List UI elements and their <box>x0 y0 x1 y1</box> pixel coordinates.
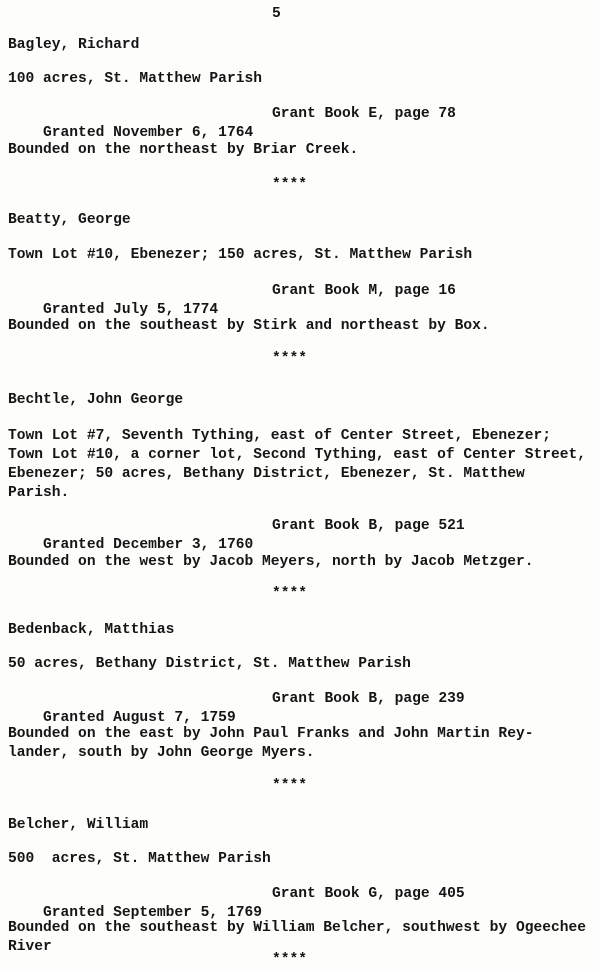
entry-2-name: Beatty, George <box>8 212 131 228</box>
entry-4-grant-book-ref: Grant Book B, page 239 <box>272 691 465 707</box>
entry-4-name: Bedenback, Matthias <box>8 622 175 638</box>
entry-2-bounded-line: Bounded on the southeast by Stirk and northeast by Box. <box>8 318 490 334</box>
entry-3-property-line: Town Lot #7, Seventh Tything, east of Center Street, Ebenezer; <box>8 428 551 444</box>
entry-5-bounded-line: River <box>8 939 52 955</box>
entry-2-grant-date: Granted July 5, 1774 <box>43 302 219 318</box>
entry-3-property-line: Town Lot #10, a corner lot, Second Tything, east of Center Street, <box>8 447 587 463</box>
entry-5-grant-book-ref: Grant Book G, page 405 <box>272 886 465 902</box>
entry-5-grant-date: Granted September 5, 1769 <box>43 905 262 921</box>
entry-5-bounded-line: Bounded on the southeast by William Belcher, southwest by Ogeechee <box>8 920 587 936</box>
entry-4-grant-date: Granted August 7, 1759 <box>43 710 236 726</box>
entry-3-bounded-line: Bounded on the west by Jacob Meyers, north by Jacob Metzger. <box>8 554 534 570</box>
entry-3-grant-date: Granted December 3, 1760 <box>43 537 254 553</box>
page-number: 5 <box>272 6 281 22</box>
entry-3-property-line: Ebenezer; 50 acres, Bethany District, Ebenezer, St. Matthew <box>8 466 525 482</box>
separator-2: **** <box>272 351 308 367</box>
entry-1-name: Bagley, Richard <box>8 37 140 53</box>
entry-1-grant-date: Granted November 6, 1764 <box>43 125 254 141</box>
entry-5-property-line: 500 acres, St. Matthew Parish <box>8 851 271 867</box>
entry-1-property-line: 100 acres, St. Matthew Parish <box>8 71 262 87</box>
separator-4: **** <box>272 778 308 794</box>
entry-4-property-line: 50 acres, Bethany District, St. Matthew Parish <box>8 656 411 672</box>
entry-2-grant-book-ref: Grant Book M, page 16 <box>272 283 456 299</box>
entry-5-name: Belcher, William <box>8 817 149 833</box>
entry-4-bounded-line: lander, south by John George Myers. <box>8 745 315 761</box>
entry-3-grant-book-ref: Grant Book B, page 521 <box>272 518 465 534</box>
separator-5: **** <box>272 952 308 968</box>
entry-4-bounded-line: Bounded on the east by John Paul Franks and John Martin Rey- <box>8 726 534 742</box>
entry-3-property-line: Parish. <box>8 485 70 501</box>
separator-3: **** <box>272 586 308 602</box>
entry-1-bounded-line: Bounded on the northeast by Briar Creek. <box>8 142 359 158</box>
separator-1: **** <box>272 177 308 193</box>
entry-2-property-line: Town Lot #10, Ebenezer; 150 acres, St. Matthew Parish <box>8 247 473 263</box>
entry-1-grant-book-ref: Grant Book E, page 78 <box>272 106 456 122</box>
entry-3-name: Bechtle, John George <box>8 392 184 408</box>
